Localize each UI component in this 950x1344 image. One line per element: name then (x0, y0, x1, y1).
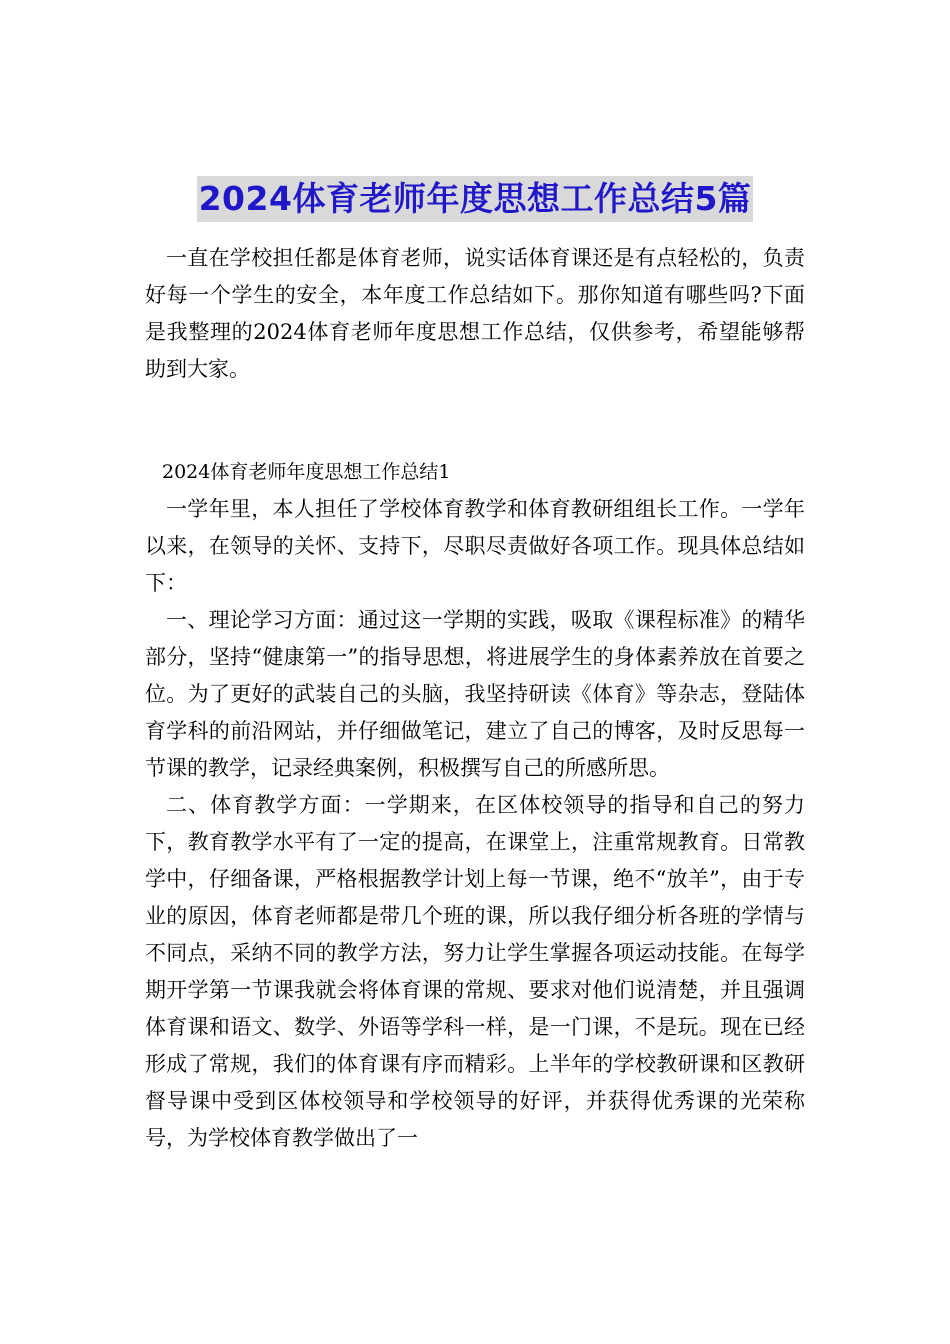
content-block (145, 454, 805, 1157)
intro-paragraph: 一直在学校担任都是体育老师，说实话体育课还是有点轻松的，负责好每一个学生的安全，本年度工作总结如下。那你知道有哪些吗?下面是我整理的2024体育老师年度思想工作总结，仅供参考，希望能够帮助到大家。 (145, 246, 805, 381)
intro-block (145, 240, 805, 388)
section-heading: 2024体育老师年度思想工作总结1 (162, 461, 451, 483)
body-paragraph: 一、理论学习方面：通过这一学期的实践，吸取《课程标准》的精华部分，坚持“健康第一”的指导思想，将进展学生的身体素养放在首要之位。为了更好的武装自己的头脑，我坚持研读《体育》等杂志，登陆体育学科的前沿网站，并仔细做笔记，建立了自己的博客，及时反思每一节课的教学，记录经典案例，积极撰写自己的所感所思。 (145, 608, 805, 780)
title-container (0, 176, 950, 222)
document-title: 2024体育老师年度思想工作总结5篇 (197, 176, 754, 222)
body-paragraph: 二、体育教学方面：一学期来，在区体校领导的指导和自己的努力下，教育教学水平有了一定的提高，在课堂上，注重常规教育。日常教学中，仔细备课，严格根据教学计划上每一节课，绝不“放羊”，由于专业的原因，体育老师都是带几个班的课，所以我仔细分析各班的学情与不同点，采纳不同的教学方法，努力让学生掌握各项运动技能。在每学期开学第一节课我就会将体育课的常规、要求对他们说清楚，并且强调体育课和语文、数学、外语等学科一样，是一门课，不是玩。现在已经形成了常规，我们的体育课有序而精彩。上半年的学校教研课和区教研督导课中受到区体校领导和学校领导的好评，并获得优秀课的光荣称号，为学校体育教学做出了一 (145, 793, 805, 1150)
body-paragraph: 一学年里，本人担任了学校体育教学和体育教研组组长工作。一学年以来，在领导的关怀、支持下，尽职尽责做好各项工作。现具体总结如下： (145, 497, 805, 595)
